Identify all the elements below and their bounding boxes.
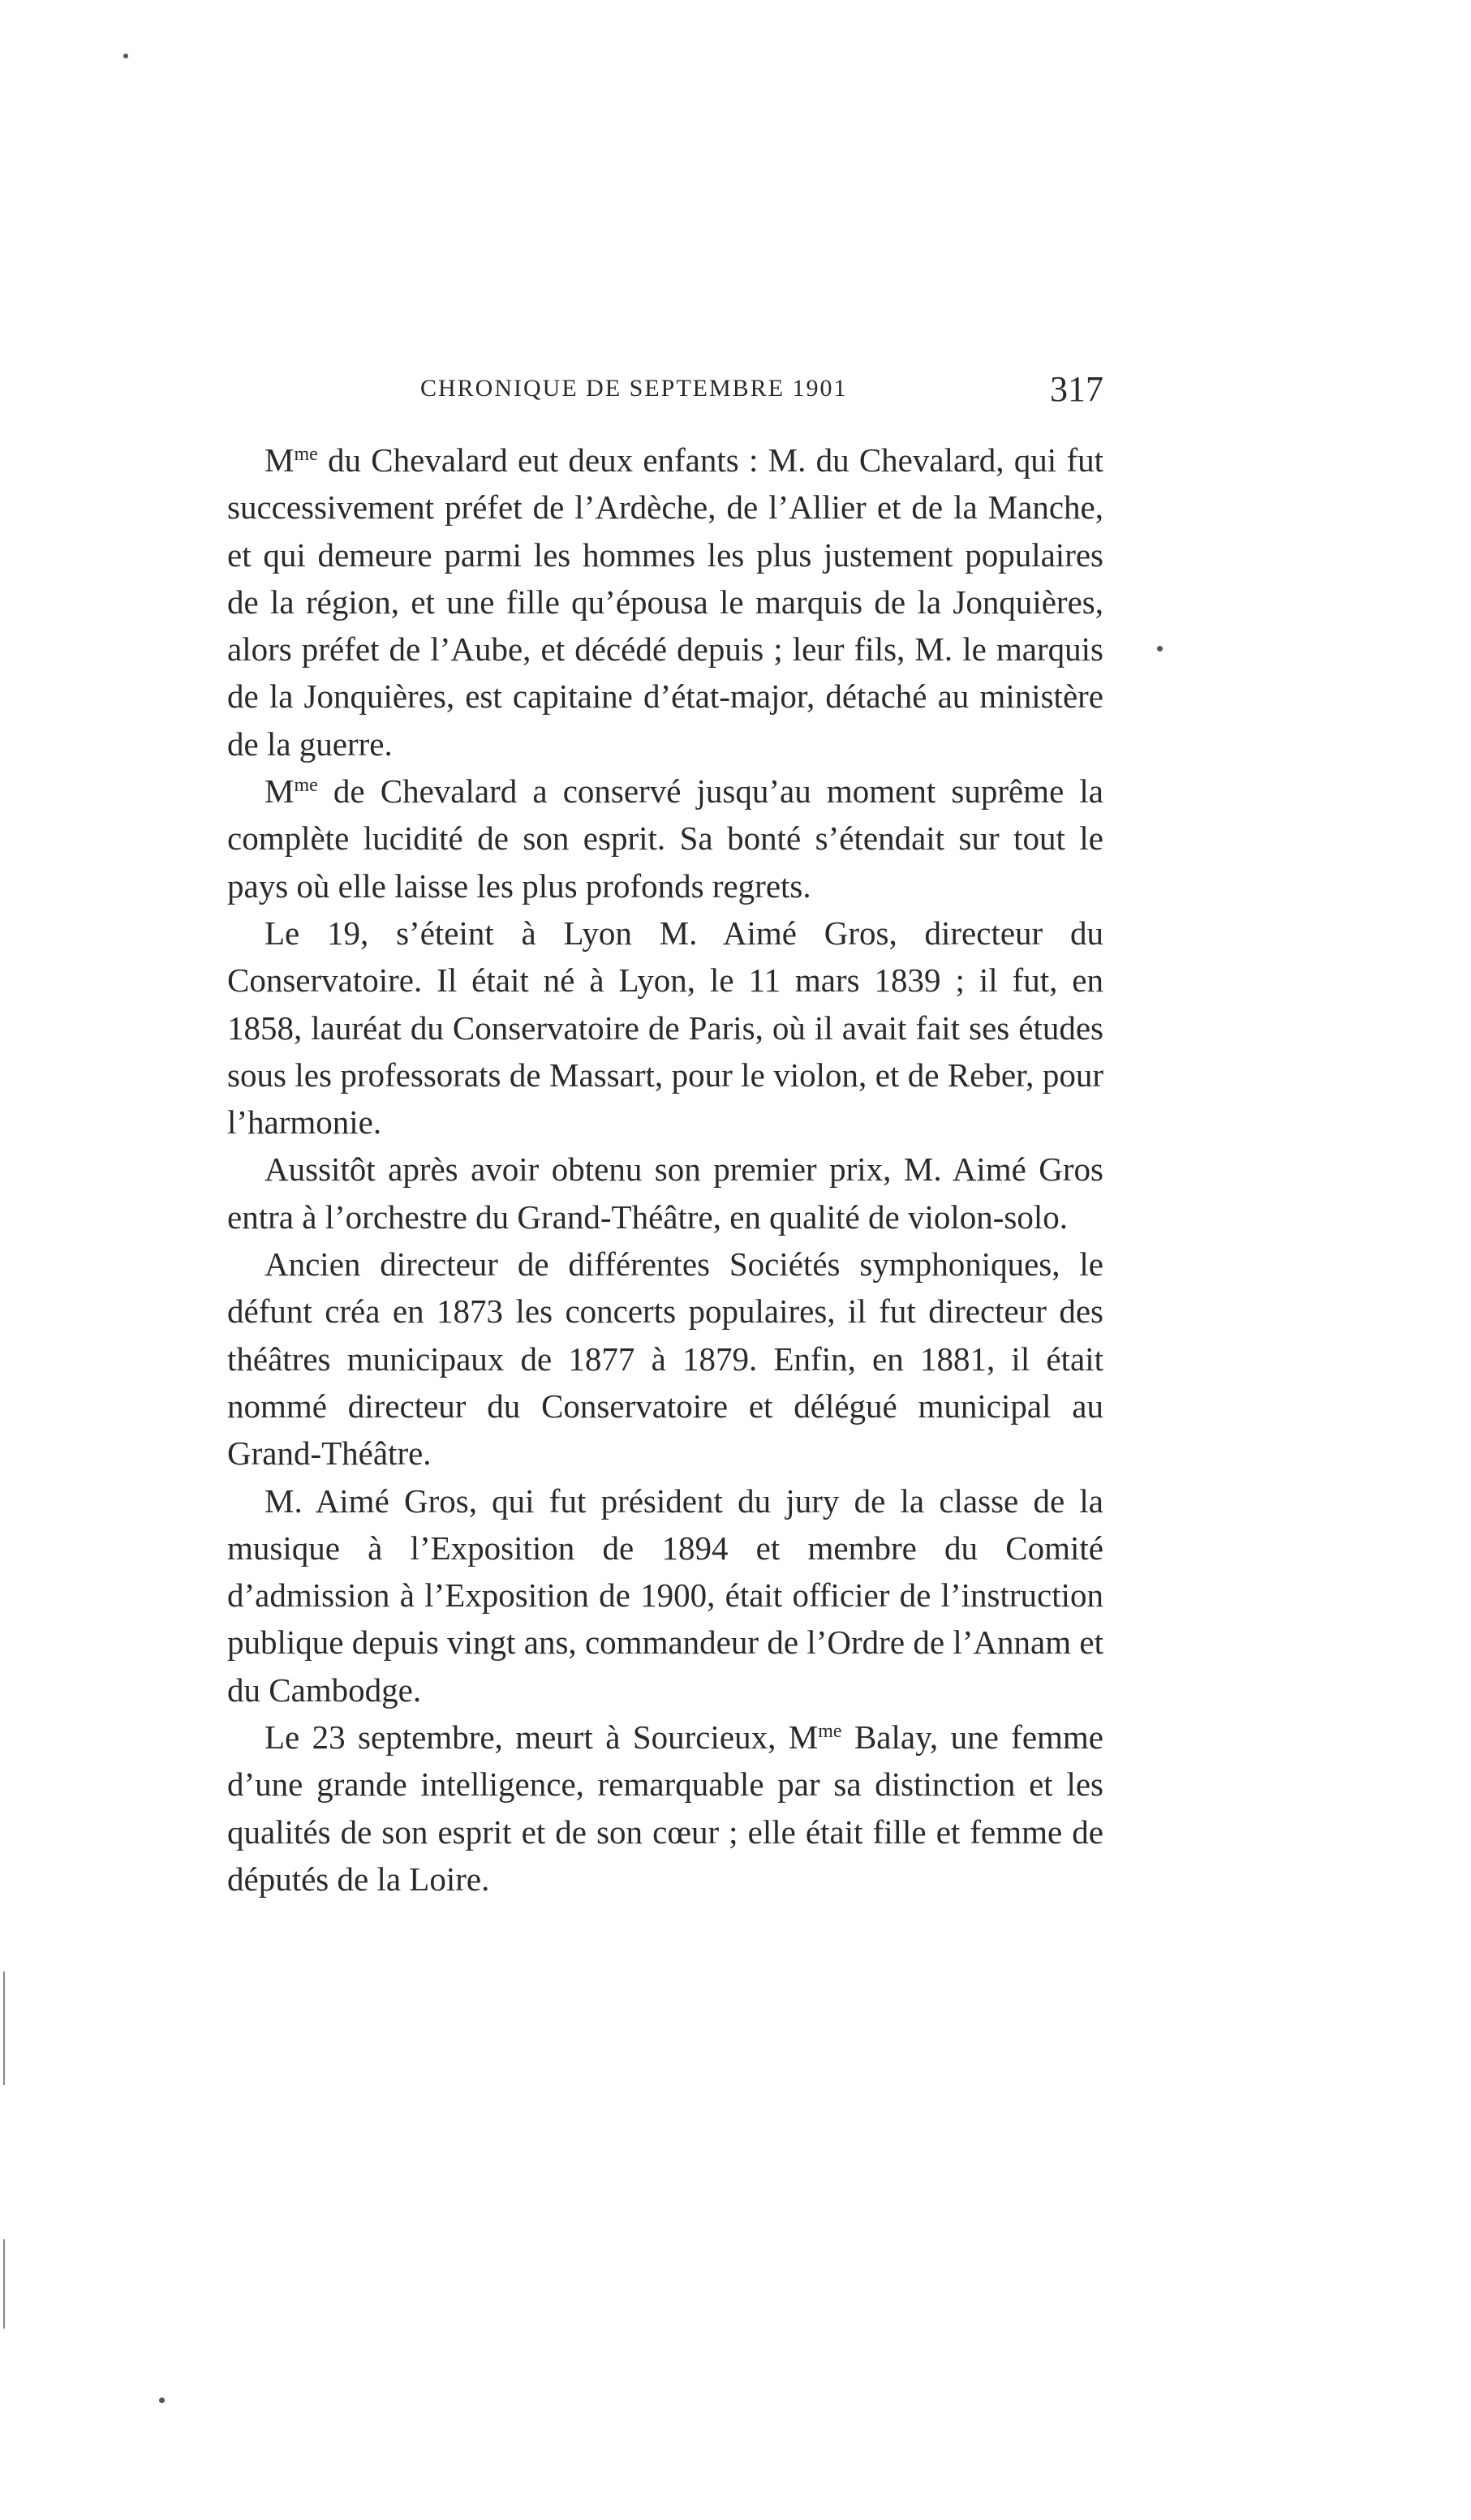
paragraph-text: Le 19, s’éteint à Lyon M. Aimé Gros, directeur du Conservatoire. Il était né à Lyon, le 11 mars 1839 ; il fut, en 1858, lauréat du Conservatoire de Paris, où il avait fait ses études sous les professorats de Massart, pour le violon, et de Reber, pour l’harmonie.: [227, 914, 1103, 1142]
paragraph-text: Aussitôt après avoir obtenu son premier prix, M. Aimé Gros entra à l’orchestre du Grand-Théâtre, en qualité de violon-solo.: [227, 1150, 1103, 1236]
paragraph-text: M. Aimé Gros, qui fut président du jury de la classe de la musique à l’Exposition de 1894 et membre du Comité d’admission à l’Exposition de 1900, était officier de l’instruction publique depuis vingt ans, commandeur de l’Ordre de l’Annam et du Cambodge.: [227, 1481, 1103, 1709]
paragraph-text: Ancien directeur de différentes Sociétés symphoniques, le défunt créa en 1873 les concerts populaires, il fut directeur des théâtres municipaux de 1877 à 1879. Enfin, en 1881, il était nommé directeur du Conservatoire et délégué municipal au Grand-Théâtre.: [227, 1245, 1103, 1473]
paragraph-text: Balay, une femme d’une grande intelligence, remarquable par sa distinction et les qualités de son esprit et de son cœur ; elle était fille et femme de députés de la Loire.: [227, 1718, 1103, 1898]
scan-margin-line: [3, 1972, 5, 2085]
scan-margin-line: [3, 2239, 5, 2329]
honorific-superscript: me: [294, 444, 318, 465]
scan-speck: [123, 54, 128, 58]
paragraph-text: de Chevalard a conservé jusqu’au moment suprême la complète lucidité de son esprit. Sa bonté s’étendait sur tout le pays où elle laisse les plus profonds regrets.: [227, 772, 1103, 905]
paragraph: [227, 1477, 1103, 1714]
running-title: CHRONIQUE DE SEPTEMBRE 1901: [420, 375, 848, 402]
honorific: M: [265, 772, 295, 811]
scan-speck: [1157, 646, 1163, 652]
scan-speck: [159, 2397, 165, 2403]
paragraph: [227, 768, 1103, 910]
paragraph: [227, 1146, 1103, 1241]
paragraph-text: du Chevalard eut deux enfants : M. du Chevalard, qui fut successivement préfet de l’Ardèche, de l’Allier et de la Manche, et qui demeure parmi les hommes les plus justement populaires de la région, et une fille qu’épousa le marquis de la Jonquières, alors préfet de l’Aube, et décédé depuis ; leur fils, M. le marquis de la Jonquières, est capitaine d’état-major, détaché au ministère de la guerre.: [227, 441, 1103, 763]
running-header: [227, 369, 1103, 424]
paragraph: [227, 910, 1103, 1146]
paragraph: [227, 436, 1103, 768]
paragraph-text: Le 23 septembre, meurt à Sourcieux, M: [265, 1718, 819, 1757]
honorific: M: [265, 441, 295, 479]
honorific-superscript: me: [294, 775, 318, 797]
paragraph: [227, 1714, 1103, 1903]
body-text: [227, 436, 1103, 1903]
page-number: 317: [1050, 369, 1103, 409]
paragraph: [227, 1241, 1103, 1477]
honorific-superscript: me: [818, 1721, 842, 1743]
